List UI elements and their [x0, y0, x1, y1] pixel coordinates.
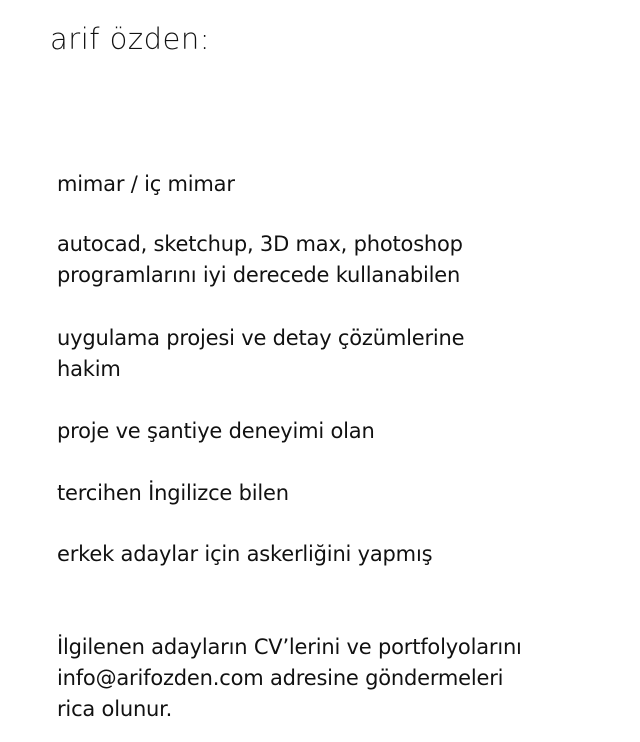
requirement-english: [57, 478, 289, 509]
requirement-line: programlarını iyi derecede kullanabilen: [57, 263, 461, 287]
requirement-detailing: [57, 323, 464, 385]
requirement-line: uygulama projesi ve detay çözümlerine: [57, 326, 465, 350]
requirement-experience: [57, 416, 375, 447]
contact-email-line: info@arifozden.com adresine göndermeleri: [57, 666, 504, 690]
requirement-line: erkek adaylar için askerliğini yapmış: [57, 542, 433, 566]
requirement-software: [57, 229, 463, 291]
requirement-line: proje ve şantiye deneyimi olan: [57, 419, 375, 443]
closing-line: rica olunur.: [57, 697, 173, 721]
page-title: arif özden:: [50, 22, 211, 56]
closing-line: İlgilenen adayların CV’lerini ve portfolyolarını: [57, 635, 522, 659]
requirement-line: tercihen İngilizce bilen: [57, 481, 289, 505]
requirement-military: [57, 539, 432, 570]
requirement-line: hakim: [57, 357, 121, 381]
closing-note: [57, 632, 522, 725]
requirement-line: mimar / iç mimar: [57, 172, 235, 196]
requirement-line: autocad, sketchup, 3D max, photoshop: [57, 232, 463, 256]
requirement-role: [57, 169, 235, 200]
